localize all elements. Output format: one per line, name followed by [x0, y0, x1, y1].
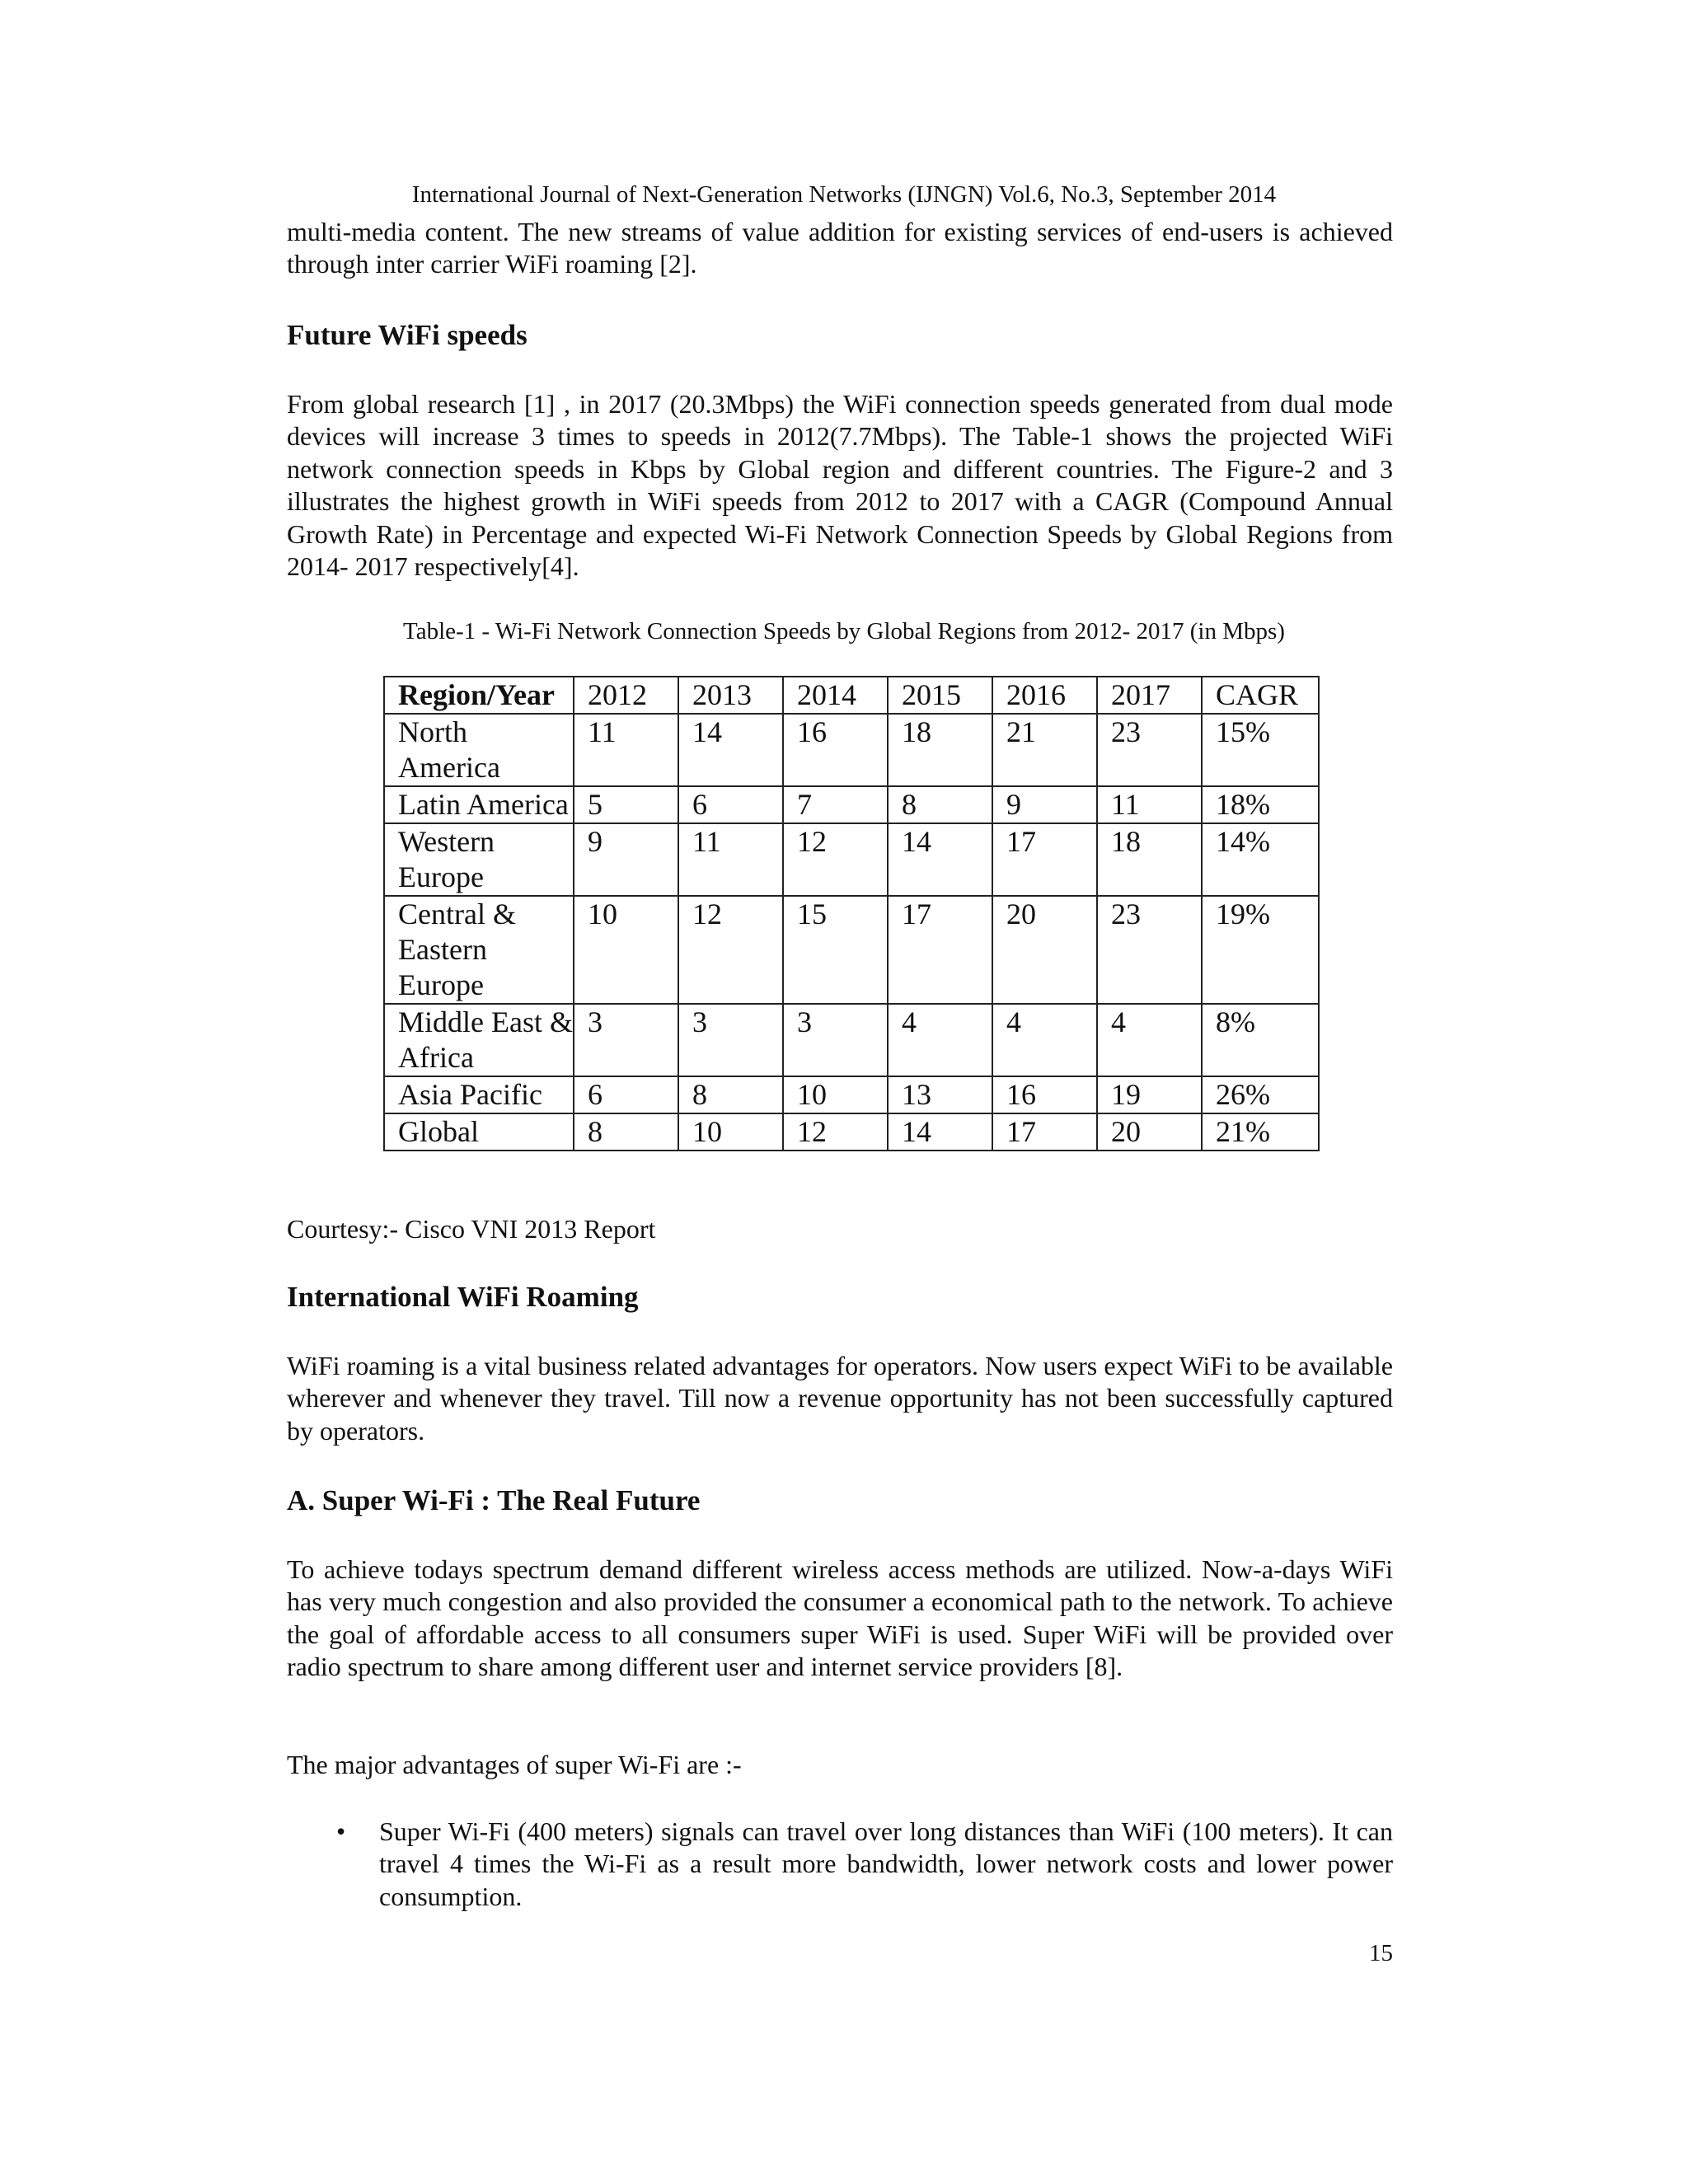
cagr-cell: 15% — [1202, 714, 1319, 786]
cagr-cell: 18% — [1202, 786, 1319, 823]
region-cell: Western Europe — [384, 823, 574, 896]
value-cell: 8 — [678, 1076, 783, 1113]
header-cell: Region/Year — [384, 677, 574, 714]
intro-paragraph: multi-media content. The new streams of value addition for existing services of end-users is achieved through inter carrier WiFi roaming [2]. — [287, 217, 1393, 279]
super-wifi-paragraph: To achieve todays spectrum demand different wireless access methods are utilized. Now-a-days WiFi has very much congestion and also provided the consumer a economical path to the network. To achieve the goal of affordable access to all consumers super WiFi is used. Super WiFi will be provided over radio spectrum to share among different user and internet service providers [8]. — [287, 1554, 1393, 1682]
section-heading-future-wifi: Future WiFi speeds — [287, 319, 528, 351]
table-row — [384, 1076, 1319, 1113]
courtesy-note: Courtesy:- Cisco VNI 2013 Report — [287, 1214, 656, 1244]
value-cell: 20 — [992, 896, 1097, 1004]
value-cell: 12 — [678, 896, 783, 1004]
header-cell: 2015 — [888, 677, 992, 714]
table-row — [384, 1004, 1319, 1076]
value-cell: 12 — [783, 823, 888, 896]
value-cell: 3 — [574, 1004, 678, 1076]
value-cell: 15 — [783, 896, 888, 1004]
cagr-cell: 21% — [1202, 1113, 1319, 1151]
table-row — [384, 786, 1319, 823]
bullet-icon: • — [336, 1816, 346, 1846]
header-cell: 2012 — [574, 677, 678, 714]
page-number: 15 — [1369, 1940, 1393, 1966]
value-cell: 11 — [574, 714, 678, 786]
value-cell: 13 — [888, 1076, 992, 1113]
value-cell: 3 — [678, 1004, 783, 1076]
value-cell: 14 — [888, 823, 992, 896]
value-cell: 5 — [574, 786, 678, 823]
courtesy-block — [287, 1213, 1393, 1245]
header-cell: 2014 — [783, 677, 888, 714]
value-cell: 4 — [1097, 1004, 1202, 1076]
section-heading-super-wifi: A. Super Wi-Fi : The Real Future — [287, 1484, 701, 1516]
value-cell: 18 — [1097, 823, 1202, 896]
region-cell: Global — [384, 1113, 574, 1151]
value-cell: 8 — [574, 1113, 678, 1151]
value-cell: 19 — [1097, 1076, 1202, 1113]
value-cell: 7 — [783, 786, 888, 823]
super-wifi-paragraph-block — [287, 1554, 1393, 1684]
value-cell: 8 — [888, 786, 992, 823]
header-cell: CAGR — [1202, 677, 1319, 714]
table-row — [384, 1113, 1319, 1151]
value-cell: 10 — [678, 1113, 783, 1151]
table-row — [384, 714, 1319, 786]
advantages-intro: The major advantages of super Wi-Fi are :- — [287, 1750, 742, 1779]
roaming-paragraph: WiFi roaming is a vital business related advantages for operators. Now users expect WiFi to be available wherever and whenever they travel. Till now a revenue opportunity has not been successfully captured by operators. — [287, 1351, 1393, 1446]
value-cell: 14 — [888, 1113, 992, 1151]
region-cell: North America — [384, 714, 574, 786]
roaming-paragraph-block — [287, 1350, 1393, 1447]
value-cell: 14 — [678, 714, 783, 786]
region-cell: Middle East & Africa — [384, 1004, 574, 1076]
region-cell: Central & Eastern Europe — [384, 896, 574, 1004]
value-cell: 18 — [888, 714, 992, 786]
future-wifi-section — [287, 318, 1393, 353]
advantages-intro-block — [287, 1749, 1393, 1781]
cagr-cell: 14% — [1202, 823, 1319, 896]
table-caption: Table-1 - Wi-Fi Network Connection Speeds by Global Regions from 2012- 2017 (in Mbps) — [403, 618, 1285, 644]
table-header-row — [384, 677, 1319, 714]
value-cell: 17 — [888, 896, 992, 1004]
value-cell: 6 — [678, 786, 783, 823]
value-cell: 4 — [888, 1004, 992, 1076]
bullet-text: Super Wi-Fi (400 meters) signals can travel over long distances than WiFi (100 meters). It can travel 4 times the Wi-Fi as a result more bandwidth, lower network costs and lower power consumption. — [379, 1816, 1393, 1911]
value-cell: 20 — [1097, 1113, 1202, 1151]
value-cell: 9 — [574, 823, 678, 896]
value-cell: 17 — [992, 1113, 1097, 1151]
future-wifi-paragraph-block — [287, 388, 1393, 583]
value-cell: 11 — [1097, 786, 1202, 823]
speeds-table — [383, 676, 1320, 1151]
value-cell: 17 — [992, 823, 1097, 896]
value-cell: 10 — [574, 896, 678, 1004]
cagr-cell: 8% — [1202, 1004, 1319, 1076]
value-cell: 23 — [1097, 714, 1202, 786]
region-cell: Asia Pacific — [384, 1076, 574, 1113]
value-cell: 3 — [783, 1004, 888, 1076]
table-row — [384, 896, 1319, 1004]
super-wifi-section — [287, 1483, 1393, 1518]
table-row — [384, 823, 1319, 896]
value-cell: 9 — [992, 786, 1097, 823]
value-cell: 23 — [1097, 896, 1202, 1004]
value-cell: 11 — [678, 823, 783, 896]
value-cell: 6 — [574, 1076, 678, 1113]
header-cell: 2017 — [1097, 677, 1202, 714]
header-cell: 2013 — [678, 677, 783, 714]
future-wifi-paragraph: From global research [1] , in 2017 (20.3Mbps) the WiFi connection speeds generated from dual mode devices will increase 3 times to speeds in 2012(7.7Mbps). The Table-1 shows the projected WiFi network connection speeds in Kbps by Global region and different countries. The Figure-2 and 3 illustrates the highest growth in WiFi speeds from 2012 to 2017 with a CAGR (Compound Annual Growth Rate) in Percentage and expected Wi-Fi Network Connection Speeds by Global Regions from 2014- 2017 respectively[4]. — [287, 389, 1393, 582]
roaming-section — [287, 1280, 1393, 1315]
cagr-cell: 26% — [1202, 1076, 1319, 1113]
value-cell: 4 — [992, 1004, 1097, 1076]
value-cell: 12 — [783, 1113, 888, 1151]
value-cell: 16 — [992, 1076, 1097, 1113]
running-head: International Journal of Next-Generation Networks (IJNGN) Vol.6, No.3, September 2014 — [411, 181, 1277, 208]
value-cell: 21 — [992, 714, 1097, 786]
header-cell: 2016 — [992, 677, 1097, 714]
intro-paragraph-block — [287, 216, 1393, 281]
cagr-cell: 19% — [1202, 896, 1319, 1004]
value-cell: 16 — [783, 714, 888, 786]
section-heading-roaming: International WiFi Roaming — [287, 1281, 639, 1313]
region-cell: Latin America — [384, 786, 574, 823]
value-cell: 10 — [783, 1076, 888, 1113]
